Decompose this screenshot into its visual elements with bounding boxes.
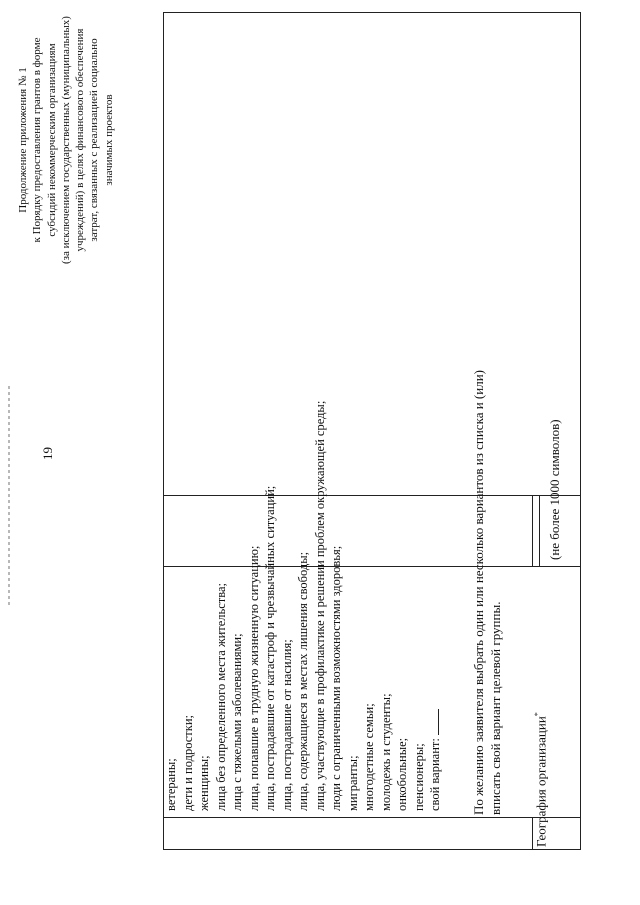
list-item: люди с ограниченными возможностями здоровья; [329, 545, 343, 811]
header-line: учреждений) в целях финансового обеспечения [74, 28, 87, 252]
list-item: лица, содержащиеся в местах лишения свободы; [296, 551, 310, 811]
geography-label: География организации* [533, 712, 549, 847]
header-line: к Порядку предоставления грантов в форме [31, 37, 44, 243]
note-line: вписать свой вариант целевой группы. [488, 601, 503, 815]
character-limit-hint: (не более 1000 символов) [547, 419, 562, 560]
header-line: Продолжение приложения № 1 [17, 67, 29, 213]
selection-note [470, 370, 504, 815]
header-line: затрат, связанных с реализацией социально [88, 38, 101, 242]
list-item: женщины; [197, 755, 211, 811]
list-item[interactable]: свой вариант: [427, 115, 444, 815]
list-item: лица с тяжелыми заболеваниями; [230, 633, 244, 811]
list-item: дети и подростки; [180, 715, 195, 811]
header-line: (за исключением государственных (муниципальных) [59, 16, 72, 264]
list-item: многодетные семьи; [362, 703, 376, 811]
table-column-divider [164, 817, 580, 818]
header-line: значимых проектов [102, 94, 115, 186]
note-line: По желанию заявителя выбрать один или несколько вариантов из списка и (или) [471, 370, 486, 815]
list-item: онкобольные; [395, 737, 409, 811]
required-marker: * [533, 712, 542, 717]
list-item: молодежь и студенты; [378, 693, 393, 811]
appendix-header [16, 5, 116, 275]
table-cell-divider [539, 496, 540, 567]
list-item: лица, пострадавшие от насилия; [279, 639, 294, 811]
table-cell-divider [532, 496, 533, 567]
list-item: мигранты; [345, 755, 360, 811]
list-item: лица, участвующие в профилактике и решении проблем окружающей среды; [312, 400, 327, 811]
target-group-options [163, 115, 460, 815]
custom-variant-field[interactable] [428, 709, 439, 735]
list-item: лица, пострадавшие от катастроф и чрезвычайных ситуаций; [263, 485, 277, 811]
header-line: субсидий некоммерческим организациям [45, 43, 58, 237]
list-item: лица, попавшие в трудную жизненную ситуацию; [246, 545, 261, 811]
list-item: ветераны; [164, 758, 178, 811]
list-item: лица без определенного места жительства; [213, 583, 228, 811]
list-item: пенсионеры; [411, 743, 426, 811]
page-number: 19 [40, 447, 55, 460]
scan-artifact [8, 385, 10, 605]
